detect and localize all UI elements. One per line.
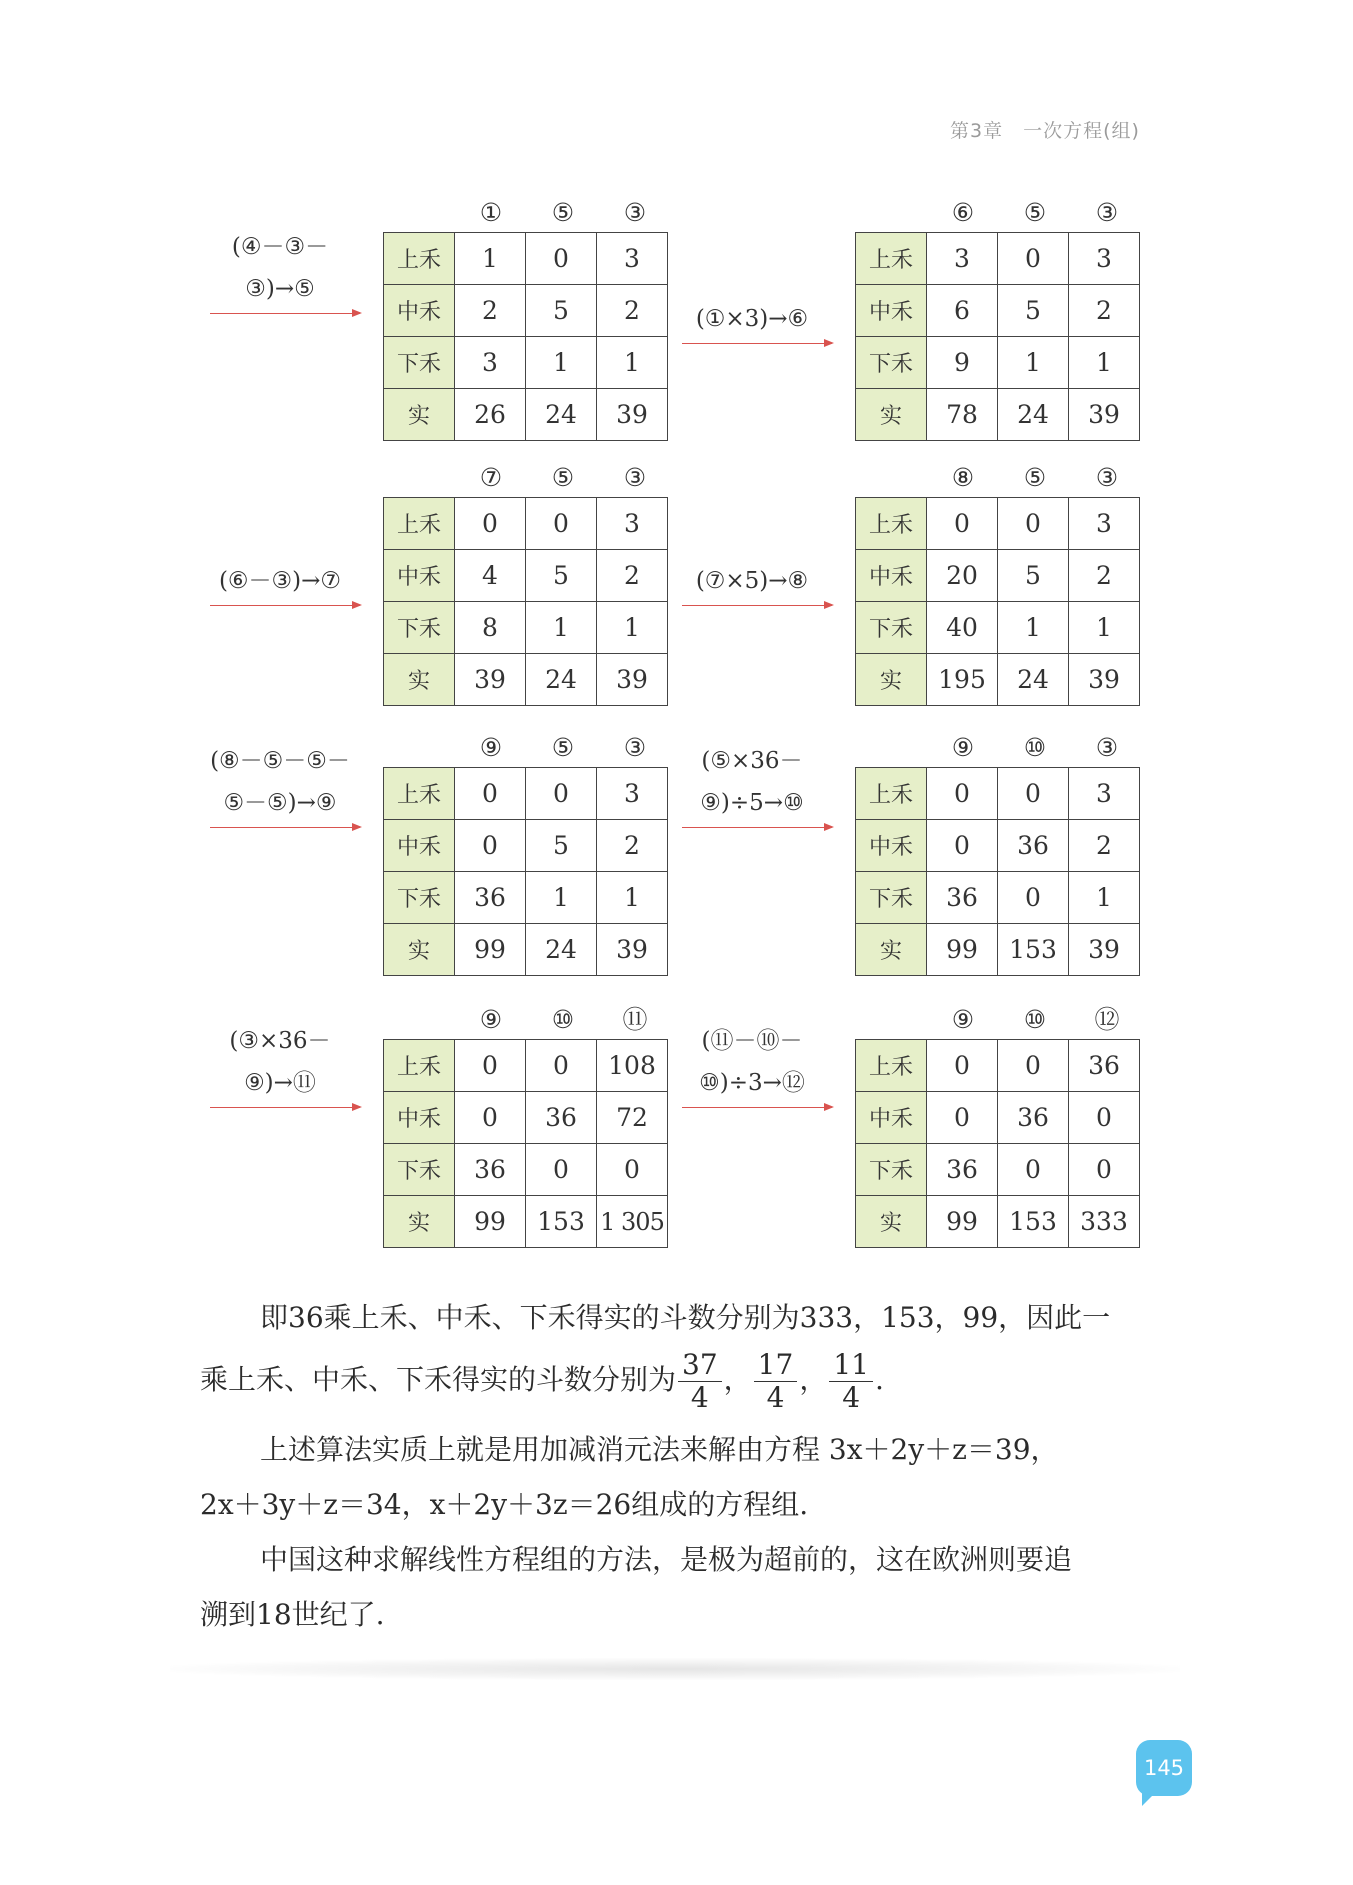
table-cell: 39 [597,654,668,706]
column-marker: ⑨ [479,1005,503,1034]
table-row [856,602,1140,654]
operation-label [672,1020,832,1104]
column-marker: ⑨ [951,1005,975,1034]
row-label: 下禾 [856,602,927,654]
counting-rod-table [855,1039,1140,1248]
column-marker: ⑦ [479,463,503,492]
paragraph-1-line-1: 即36乘上禾、中禾、下禾得实的斗数分别为333，153，99，因此一 [260,1301,1111,1334]
table-cell: 1 [597,602,668,654]
table-cell: 6 [927,285,998,337]
table-cell: 3 [1069,233,1140,285]
table-cell: 333 [1069,1196,1140,1248]
table-row [384,389,668,441]
table-cell: 8 [455,602,526,654]
table-cell: 0 [998,768,1069,820]
table-cell: 0 [597,1144,668,1196]
row-label: 实 [384,924,455,976]
table-cell: 1 [998,337,1069,389]
row-label: 中禾 [384,820,455,872]
operation-line: (③×36－ [229,1028,331,1054]
table-row [856,820,1140,872]
table-cell: 195 [927,654,998,706]
table-cell: 1 [1069,602,1140,654]
table-cell: 24 [526,389,597,441]
counting-rod-table [383,497,668,706]
operation-line: (①×3)→⑥ [695,306,809,332]
operation-line: ⑩)÷3→⑫ [699,1070,805,1096]
row-label: 上禾 [856,1040,927,1092]
table-cell: 153 [998,924,1069,976]
operation-line: (⑥－③)→⑦ [218,568,342,594]
separator: ， [799,1363,828,1396]
row-label: 上禾 [856,768,927,820]
table-cell: 99 [927,1196,998,1248]
column-marker: ⑨ [479,733,503,762]
table-cell: 5 [526,820,597,872]
fraction-3-numerator: 11 [829,1349,873,1382]
table-row [384,820,668,872]
fraction-1 [678,1349,722,1414]
row-label: 下禾 [856,337,927,389]
table-row [384,1092,668,1144]
table-row [856,872,1140,924]
row-label: 实 [384,654,455,706]
table-cell: 1 [597,337,668,389]
counting-rod-table [855,232,1140,441]
row-label: 实 [856,1196,927,1248]
row-label: 中禾 [856,1092,927,1144]
table-cell: 2 [597,550,668,602]
arrow-right-icon [682,343,832,344]
column-marker: ③ [1095,198,1119,227]
sentence-end: . [874,1363,884,1396]
row-label: 下禾 [856,1144,927,1196]
table-cell: 3 [597,498,668,550]
fraction-2-numerator: 17 [754,1349,798,1382]
table-cell: 5 [526,550,597,602]
table-row [384,1040,668,1092]
table-cell: 2 [1069,820,1140,872]
table-cell: 0 [998,1144,1069,1196]
table-row [384,768,668,820]
table-cell: 24 [998,389,1069,441]
row-label: 中禾 [856,550,927,602]
operation-label [200,226,360,310]
column-marker: ⑩ [551,1005,575,1034]
paragraph-3-line-2: 溯到18世纪了. [200,1598,385,1631]
table-row [384,1144,668,1196]
table-cell: 0 [927,768,998,820]
table-row [384,602,668,654]
operation-label [200,740,360,824]
column-marker: ① [479,198,503,227]
table-row [384,924,668,976]
operation-line: (⑪－⑩－ [701,1028,803,1054]
counting-rod-table [855,497,1140,706]
row-label: 中禾 [856,820,927,872]
table-cell: 2 [597,820,668,872]
counting-rod-table [383,1039,668,1248]
paragraph-2-line-2: 2x＋3y＋z＝34，x＋2y＋3z＝26组成的方程组. [200,1488,809,1521]
table-cell: 36 [998,1092,1069,1144]
table-cell: 24 [998,654,1069,706]
arrow-right-icon [682,827,832,828]
table-cell: 0 [998,872,1069,924]
table-row [856,1144,1140,1196]
page-shadow-divider [170,1658,1180,1680]
separator: ， [723,1363,752,1396]
column-marker: ⑤ [1023,463,1047,492]
row-label: 中禾 [384,1092,455,1144]
page-number: 145 [1143,1756,1185,1780]
row-label: 上禾 [856,498,927,550]
table-cell: 0 [526,233,597,285]
counting-rod-table [383,767,668,976]
table-cell: 0 [927,1040,998,1092]
column-marker: ⑪ [622,1005,648,1034]
table-cell: 36 [927,1144,998,1196]
table-cell: 36 [455,872,526,924]
table-cell: 20 [927,550,998,602]
operation-label [672,560,832,602]
row-label: 实 [384,389,455,441]
paragraph-1-line-2-text: 乘上禾、中禾、下禾得实的斗数分别为 [200,1363,677,1396]
operation-label [200,1020,360,1104]
table-cell: 4 [455,550,526,602]
table-cell: 0 [927,1092,998,1144]
fraction-1-numerator: 37 [678,1349,722,1382]
row-label: 中禾 [856,285,927,337]
table-row [856,768,1140,820]
table-cell: 78 [927,389,998,441]
table-row [856,1040,1140,1092]
row-label: 下禾 [384,337,455,389]
chapter-header: 第3章 一次方程(组) [950,120,1140,142]
table-row [856,924,1140,976]
operation-line: ⑨)→⑪ [244,1070,316,1096]
table-cell: 1 [526,872,597,924]
table-cell: 0 [1069,1144,1140,1196]
table-cell: 39 [597,389,668,441]
table-cell: 26 [455,389,526,441]
table-cell: 99 [455,924,526,976]
table-row [856,285,1140,337]
table-cell: 39 [1069,654,1140,706]
column-marker: ③ [623,733,647,762]
table-cell: 99 [455,1196,526,1248]
row-label: 上禾 [856,233,927,285]
column-marker: ③ [1095,733,1119,762]
table-cell: 39 [597,924,668,976]
page-number-badge [1136,1740,1192,1796]
table-cell: 39 [1069,924,1140,976]
column-marker: ⑨ [951,733,975,762]
table-cell: 0 [526,768,597,820]
table-cell: 36 [1069,1040,1140,1092]
table-row [856,337,1140,389]
table-cell: 3 [597,233,668,285]
table-cell: 0 [998,1040,1069,1092]
table-cell: 1 [526,337,597,389]
row-label: 上禾 [384,768,455,820]
table-cell: 1 [526,602,597,654]
table-row [856,1196,1140,1248]
table-cell: 1 [1069,872,1140,924]
table-cell: 0 [927,498,998,550]
table-row [384,233,668,285]
operation-label [672,740,832,824]
row-label: 实 [856,924,927,976]
paragraph-3 [200,1532,1155,1642]
table-cell: 0 [1069,1092,1140,1144]
column-marker: ③ [623,198,647,227]
table-cell: 36 [998,820,1069,872]
table-cell: 5 [526,285,597,337]
table-cell: 3 [1069,768,1140,820]
column-marker: ③ [623,463,647,492]
row-label: 实 [856,389,927,441]
column-marker: ⑧ [951,463,975,492]
table-cell: 1 [998,602,1069,654]
table-cell: 2 [597,285,668,337]
arrow-right-icon [682,1107,832,1108]
fraction-1-denominator: 4 [690,1381,709,1414]
fraction-2-denominator: 4 [766,1381,785,1414]
table-cell: 0 [455,1040,526,1092]
fraction-3-denominator: 4 [842,1381,861,1414]
table-cell: 24 [526,654,597,706]
operation-line: (④－③－ [231,234,329,260]
row-label: 上禾 [384,233,455,285]
table-row [384,654,668,706]
row-label: 上禾 [384,498,455,550]
column-marker: ⑤ [551,198,575,227]
table-cell: 1 305 [597,1196,668,1248]
arrow-right-icon [210,605,360,606]
table-cell: 72 [597,1092,668,1144]
column-marker: ⑫ [1094,1005,1120,1034]
table-cell: 36 [526,1092,597,1144]
column-marker: ③ [1095,463,1119,492]
table-row [384,872,668,924]
operation-line: ⑨)÷5→⑩ [700,790,804,816]
table-cell: 0 [455,1092,526,1144]
column-marker: ⑤ [551,733,575,762]
row-label: 下禾 [384,872,455,924]
row-label: 下禾 [856,872,927,924]
table-cell: 0 [998,498,1069,550]
table-row [384,498,668,550]
table-cell: 39 [455,654,526,706]
table-row [856,654,1140,706]
operation-line: ③)→⑤ [245,276,315,302]
table-cell: 2 [455,285,526,337]
table-cell: 5 [998,550,1069,602]
operation-line: (⑦×5)→⑧ [695,568,809,594]
row-label: 下禾 [384,1144,455,1196]
row-label: 中禾 [384,550,455,602]
table-cell: 1 [1069,337,1140,389]
table-cell: 0 [526,1144,597,1196]
counting-rod-table [855,767,1140,976]
table-cell: 0 [455,768,526,820]
table-row [856,389,1140,441]
table-row [384,337,668,389]
arrow-right-icon [210,827,360,828]
row-label: 实 [384,1196,455,1248]
table-cell: 1 [455,233,526,285]
table-cell: 2 [1069,550,1140,602]
table-cell: 9 [927,337,998,389]
paragraph-1-line-2 [200,1345,1155,1415]
column-marker: ⑤ [551,463,575,492]
table-cell: 3 [927,233,998,285]
table-cell: 2 [1069,285,1140,337]
paragraph-2-line-1: 上述算法实质上就是用加减消元法来解由方程 3x＋2y＋z＝39， [260,1433,1059,1466]
table-cell: 40 [927,602,998,654]
table-cell: 0 [998,233,1069,285]
table-cell: 36 [927,872,998,924]
table-row [384,550,668,602]
table-cell: 0 [455,498,526,550]
operation-line: (⑧－⑤－⑤－ [210,748,350,774]
paragraph-2 [200,1422,1155,1532]
counting-rod-table [383,232,668,441]
table-cell: 99 [927,924,998,976]
column-marker: ⑥ [951,198,975,227]
arrow-right-icon [682,605,832,606]
table-cell: 39 [1069,389,1140,441]
table-cell: 36 [455,1144,526,1196]
row-label: 中禾 [384,285,455,337]
column-marker: ⑩ [1023,733,1047,762]
arrow-right-icon [210,1107,360,1108]
table-cell: 24 [526,924,597,976]
table-row [384,285,668,337]
table-cell: 153 [998,1196,1069,1248]
table-cell: 1 [597,872,668,924]
fraction-2 [754,1349,798,1414]
arrow-right-icon [210,313,360,314]
table-cell: 0 [455,820,526,872]
paragraph-1 [200,1290,1155,1415]
table-row [856,498,1140,550]
table-cell: 108 [597,1040,668,1092]
table-cell: 0 [526,498,597,550]
operation-label [672,298,832,340]
table-row [856,550,1140,602]
table-cell: 5 [998,285,1069,337]
operation-label [200,560,360,602]
table-row [856,233,1140,285]
operation-line: ⑤－⑤)→⑨ [223,790,337,816]
row-label: 下禾 [384,602,455,654]
table-row [856,1092,1140,1144]
table-cell: 0 [526,1040,597,1092]
column-marker: ⑤ [1023,198,1047,227]
paragraph-3-line-1: 中国这种求解线性方程组的方法，是极为超前的，这在欧洲则要追 [260,1543,1073,1576]
table-cell: 3 [455,337,526,389]
fraction-3 [829,1349,873,1414]
table-cell: 0 [927,820,998,872]
table-cell: 3 [1069,498,1140,550]
table-row [384,1196,668,1248]
column-marker: ⑩ [1023,1005,1047,1034]
operation-line: (⑤×36－ [701,748,803,774]
table-cell: 153 [526,1196,597,1248]
row-label: 实 [856,654,927,706]
table-cell: 3 [597,768,668,820]
row-label: 上禾 [384,1040,455,1092]
